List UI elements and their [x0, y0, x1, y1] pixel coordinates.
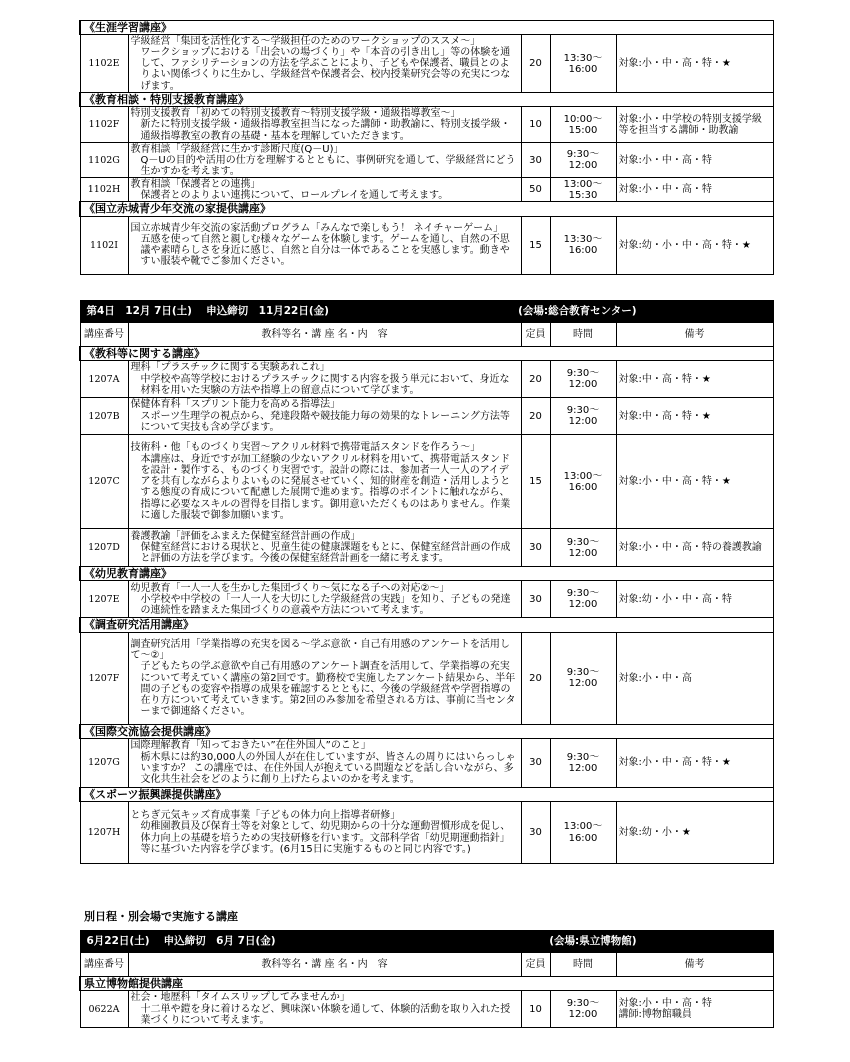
course-code: 1207G [80, 738, 128, 787]
course-content [128, 632, 521, 724]
category-row: 《調査研究活用講座》 [80, 618, 773, 632]
remarks-instructor: 講師:博物館職員 [618, 1009, 692, 1021]
time: 9:30～12:00 [550, 529, 616, 567]
course-content [128, 802, 521, 864]
course-description: 中学校や高等学校におけるプラスチックに関する内容を扱う単元において、身近な材料を用いた実験の方法や指導上の留意点について学びます。 [140, 373, 510, 396]
table-row [80, 178, 773, 202]
capacity: 20 [521, 632, 550, 724]
remarks: 対象:小・中・高・特・★ [616, 35, 773, 93]
course-description: Q－Uの目的や活用の仕方を理解するとともに、事例研究を通して、学級経営にどう生かすかを考えます。 [140, 154, 516, 177]
capacity: 50 [521, 178, 550, 202]
course-title: 特別支援教育「初めての特別支援教育～特別支援学級・通級指導教室～」 [130, 108, 461, 120]
course-title: 国立赤城青少年交流の家活動プログラム「みんなで楽しもう！ ネイチャーゲーム」 [130, 222, 504, 234]
schedule-table-day4 [79, 300, 774, 864]
course-content [128, 361, 521, 398]
course-code: 1207F [80, 632, 128, 724]
course-code: 1207A [80, 361, 128, 398]
course-title: とちぎ元気キッズ育成事業「子どもの体力向上指導者研修」 [130, 810, 401, 822]
remarks: 対象:中・高・特・★ [616, 361, 773, 398]
time: 9:30～12:00 [550, 991, 616, 1028]
course-title: 学級経営「集団を活性化する～学級担任のためのワークショップのススメ～」 [130, 35, 481, 47]
course-code: 1207C [80, 435, 128, 529]
course-code: 1102E [80, 35, 128, 93]
remarks: 対象:幼・小・中・高・特 [616, 581, 773, 618]
session-venue: (会場:総合教育センター) [518, 304, 637, 317]
course-content [128, 178, 521, 202]
remarks [616, 991, 773, 1028]
schedule-table-day3 [79, 20, 774, 275]
table-row [80, 361, 773, 398]
table-row [80, 435, 773, 529]
remarks: 対象:小・中・高・特の養護教諭 [616, 529, 773, 567]
remarks: 対象:幼・小・★ [616, 802, 773, 864]
course-content [128, 435, 521, 529]
header-capacity: 定員 [521, 323, 550, 347]
course-code: 1207B [80, 398, 128, 435]
capacity: 15 [521, 216, 550, 274]
remarks: 対象:小・中・高・特・★ [616, 435, 773, 529]
course-content [128, 529, 521, 567]
session-venue: (会場:県立博物館) [549, 934, 637, 947]
capacity: 30 [521, 802, 550, 864]
category-row: 県立博物館提供講座 [80, 977, 773, 991]
section-heading: 別日程・別会場で実施する講座 [84, 910, 238, 923]
header-remarks: 備考 [616, 323, 773, 347]
course-description: ワークショップにおける「出会いの場づくり」や「本音の引き出し」等の体験を通して、ファシリテーションの方法を学ぶことにより、子どもや保護者、職員とのよりよい関係づくりに生かし、学級経営や保護者会、校内授業研究会等の充実につなげます。 [140, 46, 511, 92]
course-title: 教育相談「保護者との連携」 [130, 178, 261, 190]
time: 9:30～12:00 [550, 738, 616, 787]
capacity: 30 [521, 738, 550, 787]
table-row [80, 581, 773, 618]
category-row: 《教科等に関する講座》 [80, 347, 773, 361]
remarks: 対象:小・中・高 [616, 632, 773, 724]
course-title: 技術科・他「ものづくり実習～アクリル材料で携帯電話スタンドを作ろう～」 [130, 442, 481, 454]
header-time: 時間 [550, 953, 616, 977]
category-row: 《国立赤城青少年交流の家提供講座》 [80, 202, 773, 216]
course-code: 1207E [80, 581, 128, 618]
remarks: 対象:小・中・高・特・★ [616, 738, 773, 787]
schedule-table-museum [79, 930, 774, 1028]
capacity: 30 [521, 529, 550, 567]
remarks: 対象:小・中・高・特 [616, 143, 773, 178]
category-row: 《幼児教育講座》 [80, 567, 773, 581]
course-description: 幼稚園教員及び保育士等を対象として、幼児期からの十分な運動習慣形成を促し、体力向上の基礎を培うための実技研修を行います。文部科学省「幼児期運動指針」等に基づいた内容を学びます。(6月15日に実施するものと同じ内容です。) [140, 821, 511, 855]
course-description: 栃木県には約30,000人の外国人が在住していますが、皆さんの周りにはいらっしゃいますか？ この講座では、在住外国人が抱えている問題などを話し合いながら、多文化共生社会をどのように創り上げたらよいのかを考えます。 [140, 751, 516, 786]
table-row [80, 143, 773, 178]
table-row [80, 216, 773, 274]
session-date: 6月22日(土) 申込締切 6月 7日(金) [86, 934, 276, 947]
table-row [80, 802, 773, 864]
header-remarks: 備考 [616, 953, 773, 977]
course-title: 調査研究活用「学業指導の充実を図る～学ぶ意欲・自己有用感のアンケートを活用して～②」 [130, 638, 510, 662]
time: 13:30～16:00 [550, 216, 616, 274]
course-description: 小学校や中学校の「一人一人を大切にした学級経営の実践」を知り、子どもの発達の連続性を踏まえた集団づくりの意義や方法について考えます。 [140, 593, 511, 616]
table-row [80, 529, 773, 567]
course-title: 国際理解教育「知っておきたい”在住外国人”のこと」 [130, 740, 371, 752]
capacity: 20 [521, 398, 550, 435]
header-code: 講座番号 [80, 953, 128, 977]
table-row [80, 738, 773, 787]
course-content [128, 143, 521, 178]
course-description: 本講座は、身近ですが加工経験の少ないアクリル材料を用いて、携帯電話スタンドを設計・製作する、ものづくり実習です。設計の際には、参加者一人一人のアイデアを共有しながらよりよいものに発展させていく、知的財産を創造・活用しようとする態度の育成について配慮した展開で進めます。指導のポイントに触れながら、指導に必要なスキルの習得を目指します。御用意いただくものはありません。作業に適した服装で御参加願います。 [140, 453, 511, 521]
course-description: スポーツ生理学の視点から、発達段階や競技能力毎の効果的なトレーニング方法等について実技も含め学びます。 [140, 410, 510, 433]
table-header [80, 953, 773, 977]
course-title: 教育相談「学級経営に生かす診断尺度(Q－U)」 [130, 143, 344, 155]
remarks: 対象:幼・小・中・高・特・★ [616, 216, 773, 274]
remarks: 対象:小・中・高・特 [616, 178, 773, 202]
table-header [80, 323, 773, 347]
table-row [80, 35, 773, 93]
time: 9:30～12:00 [550, 143, 616, 178]
time: 9:30～12:00 [550, 632, 616, 724]
time: 9:30～12:00 [550, 581, 616, 618]
course-description: 保健室経営における現状と、児童生徒の健康課題をもとに、保健室経営計画の作成と評価の方法を学びます。今後の保健室経営計画を一緒に考えます。 [140, 542, 511, 565]
course-code: 1207H [80, 802, 128, 864]
course-title: 幼児教育「一人一人を生かした集団づくり～気になる子への対応②～」 [130, 582, 450, 594]
capacity: 15 [521, 435, 550, 529]
course-description: 子どもたちの学ぶ意欲や自己有用感のアンケート調査を活用して、学業指導の充実について考えていく講座の第2回です。勤務校で実施したアンケート結果から、半年間の子どもの変容や指導の成果を確認するとともに、今後の学級経営や学習指導の在り方について考えていきます。第2回のみ参加を希望される方は、事前に当センターまで御連絡ください。 [140, 661, 516, 718]
time: 9:30～12:00 [550, 398, 616, 435]
category-row: 《教育相談・特別支援教育講座》 [80, 93, 773, 107]
course-title: 養護教諭「評価をふまえた保健室経営計画の作成」 [130, 530, 361, 542]
course-description: 五感を使って自然と親しむ様々なゲームを体験します。ゲームを通し、自然の不思議や素晴らしさを身近に感じ、自然と自分は一体であることを実感します。動きやすい服装や靴でご参加ください。 [140, 233, 510, 268]
course-content [128, 35, 521, 93]
time: 13:00～16:00 [550, 435, 616, 529]
session-banner [80, 301, 773, 323]
course-title: 保健体育科「スプリント能力を高める指導法」 [130, 399, 341, 411]
course-code: 1207D [80, 529, 128, 567]
category-row: 《生涯学習講座》 [80, 21, 773, 35]
course-content [128, 398, 521, 435]
table-row [80, 398, 773, 435]
remarks: 対象:小・中学校の特別支援学級等を担当する講師・助教諭 [616, 107, 773, 143]
course-description: 新たに特別支援学級・通級指導教室担当になった講師・助教諭に、特別支援学級・通級指導教室の教育の基礎・基本を理解していただきます。 [140, 119, 511, 142]
table-row [80, 991, 773, 1028]
course-content [128, 738, 521, 787]
capacity: 30 [521, 143, 550, 178]
course-code: 1102G [80, 143, 128, 178]
category-row: 《スポーツ振興課提供講座》 [80, 787, 773, 801]
course-title: 社会・地歴科「タイムスリップしてみませんか」 [130, 992, 350, 1004]
session-banner [80, 931, 773, 953]
time: 13:00～16:00 [550, 802, 616, 864]
capacity: 20 [521, 35, 550, 93]
course-code: 1102I [80, 216, 128, 274]
header-content: 教科等名・講 座 名・内 容 [128, 323, 521, 347]
course-content [128, 991, 521, 1028]
remarks: 対象:中・高・特・★ [616, 398, 773, 435]
course-content [128, 107, 521, 143]
course-title: 理科「プラスチックに関する実験あれこれ」 [130, 362, 330, 374]
capacity: 10 [521, 991, 550, 1028]
course-code: 1102H [80, 178, 128, 202]
time: 13:30～16:00 [550, 35, 616, 93]
header-time: 時間 [550, 323, 616, 347]
time: 9:30～12:00 [550, 361, 616, 398]
header-code: 講座番号 [80, 323, 128, 347]
capacity: 20 [521, 361, 550, 398]
course-content [128, 581, 521, 618]
course-code: 0622A [80, 991, 128, 1028]
session-date: 第4日 12月 7日(土) 申込締切 11月22日(金) [86, 304, 329, 317]
header-capacity: 定員 [521, 953, 550, 977]
header-content: 教科等名・講 座 名・内 容 [128, 953, 521, 977]
time: 10:00～15:00 [550, 107, 616, 143]
course-description: 保護者とのよりよい連携について、ロールプレイを通して考えます。 [140, 189, 449, 201]
course-content [128, 216, 521, 274]
remarks-target: 対象:小・中・高・特 [618, 998, 712, 1009]
capacity: 30 [521, 581, 550, 618]
course-code: 1102F [80, 107, 128, 143]
capacity: 10 [521, 107, 550, 143]
time: 13:00～15:30 [550, 178, 616, 202]
table-row [80, 632, 773, 724]
table-row [80, 107, 773, 143]
course-description: 十二単や鎧を身に着けるなど、興味深い体験を通して、体験的活動を取り入れた授業づくりについて考えます。 [140, 1003, 511, 1026]
category-row: 《国際交流協会提供講座》 [80, 724, 773, 738]
